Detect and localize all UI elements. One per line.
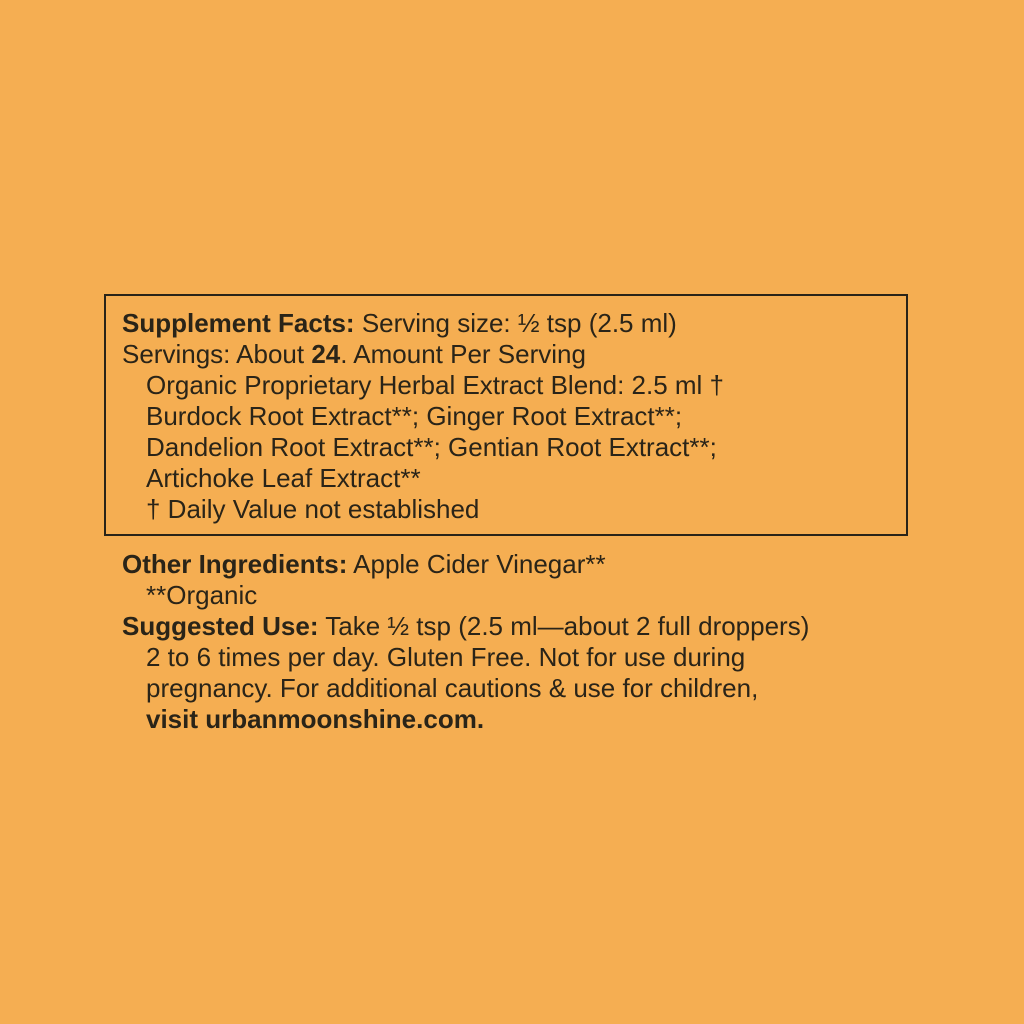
suggested-use-line-2: 2 to 6 times per day. Gluten Free. Not for use during <box>146 642 746 672</box>
supplement-facts-heading: Supplement Facts: <box>122 308 355 338</box>
other-ingredients-heading: Other Ingredients: <box>122 549 348 579</box>
suggested-use-line-1 <box>122 611 809 642</box>
ingredients-line-2: Dandelion Root Extract**; Gentian Root Extract**; <box>146 432 717 462</box>
ingredients-line-3: Artichoke Leaf Extract** <box>146 463 421 493</box>
website-link: visit urbanmoonshine.com. <box>146 704 485 734</box>
serving-size: Serving size: ½ tsp (2.5 ml) <box>354 308 677 338</box>
servings-line <box>122 339 586 370</box>
servings-count: 24 <box>311 339 341 369</box>
supplement-facts-title-line <box>122 308 677 339</box>
servings-suffix: . Amount Per Serving <box>340 339 586 369</box>
servings-prefix: Servings: About <box>122 339 312 369</box>
suggested-use-line-3: pregnancy. For additional cautions & use for children, <box>146 673 759 703</box>
ingredients-line-1: Burdock Root Extract**; Ginger Root Extract**; <box>146 401 683 431</box>
other-ingredients-line <box>122 549 606 580</box>
daily-value-note: † Daily Value not established <box>146 494 480 524</box>
organic-note: **Organic <box>146 580 258 610</box>
other-ingredients-value: Apple Cider Vinegar** <box>347 549 606 579</box>
blend-line: Organic Proprietary Herbal Extract Blend: 2.5 ml † <box>146 370 725 400</box>
suggested-use-heading: Suggested Use: <box>122 611 319 641</box>
suggested-use-text-1: Take ½ tsp (2.5 ml—about 2 full droppers) <box>318 611 810 641</box>
